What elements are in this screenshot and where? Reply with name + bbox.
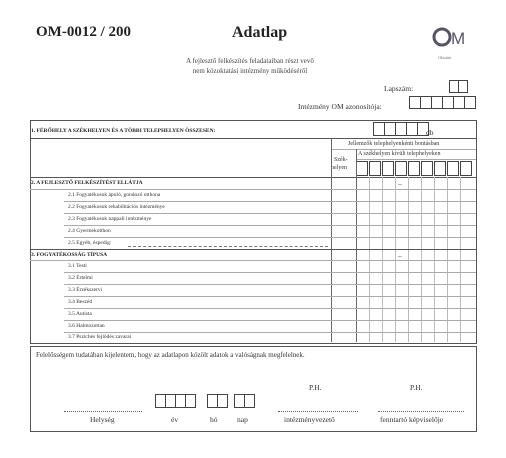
institution-id-label: Intézmény OM azonosítója: [298,102,382,111]
section-2-dash: – [398,179,402,188]
ph-stamp-1: P.H. [309,383,322,392]
section-3-dash: – [398,251,402,260]
year-box-4[interactable] [185,394,196,408]
row-2-4: 2.4 Gyermekotthon [68,228,111,234]
institution-id-box-6[interactable] [464,96,476,109]
day-box-2[interactable] [244,394,255,408]
other-specify-field[interactable] [128,246,328,247]
seat-label-2: helyen [331,165,347,171]
row-3-2: 3.2 Értelmi [68,275,93,281]
section-2-label: 2. A FEJLESZTŐ FELKÉSZÍTÉST ELLÁTJA [31,180,143,186]
count-unit: db [426,128,434,137]
svg-text:M: M [451,29,466,48]
om-logo [432,26,470,56]
row-3-4: 3.4 Beszéd [68,299,93,305]
row-3-1: 3.1 Testi [68,263,87,269]
row-3-5: 3.5 Autista [68,311,92,317]
head-signature-field[interactable] [278,411,358,412]
row-3-7: 3.7 Pszichés fejlődés zavarai [68,334,132,340]
seat-label-1: Szék- [334,157,348,163]
form-code: OM-0012 / 200 [36,24,131,40]
row-2-3: 2.3 Fogyatékosok nappali intézménye [68,216,152,222]
page-number-box-2[interactable] [458,80,468,93]
row-2-5: 2.5 Egyéb, éspedig: [68,240,112,246]
row-2-2: 2.2 Fogyatékosok rehabilitációs intézménye [68,204,165,210]
declaration-text: Felelősségem tudatában kijelentem, hogy az adatlapon közölt adatok a valóságnak megfelelnek. [36,351,305,359]
place-field[interactable] [64,411,142,412]
row-3-3: 3.3 Érzékszervi [68,287,103,293]
page-number-label: Lapszám: [384,84,414,93]
subtitle-line-2: nem közoktatási intézmény működéséről [192,67,308,75]
logo-caption: Oktatási [438,55,452,60]
column-subheader: A székhelyen kívüli telephelyeken [358,151,441,157]
page-title: Adatlap [232,24,288,41]
month-label: hó [210,415,218,424]
section-1-label: 1. FÉRŐHELY A SZÉKHELYEN ÉS A TÖBBI TELEPHELYEN ÖSSZESEN: [31,128,216,134]
subtitle-line-1: A fejlesztő felkészítés feladataiban részt vevő [186,57,314,65]
month-box-2[interactable] [217,394,228,408]
maintainer-signature-field[interactable] [378,411,464,412]
head-label: intézményvezető [284,415,335,424]
year-label: év [171,415,179,424]
section-3-label: 3. FOGYATÉKOSSÁG TÍPUSA [31,252,108,258]
place-label: Helység [90,415,115,424]
maintainer-label: fenntartó képviselője [380,415,444,424]
row-2-1: 2.1 Fogyatékosok ápoló, gondozó otthona [68,192,161,198]
day-label: nap [237,415,248,424]
column-header: Jellemzők telephelyenkénti bontásban [348,141,440,147]
row-3-6: 3.6 Halmozottan [68,323,105,329]
ph-stamp-2: P.H. [410,383,423,392]
